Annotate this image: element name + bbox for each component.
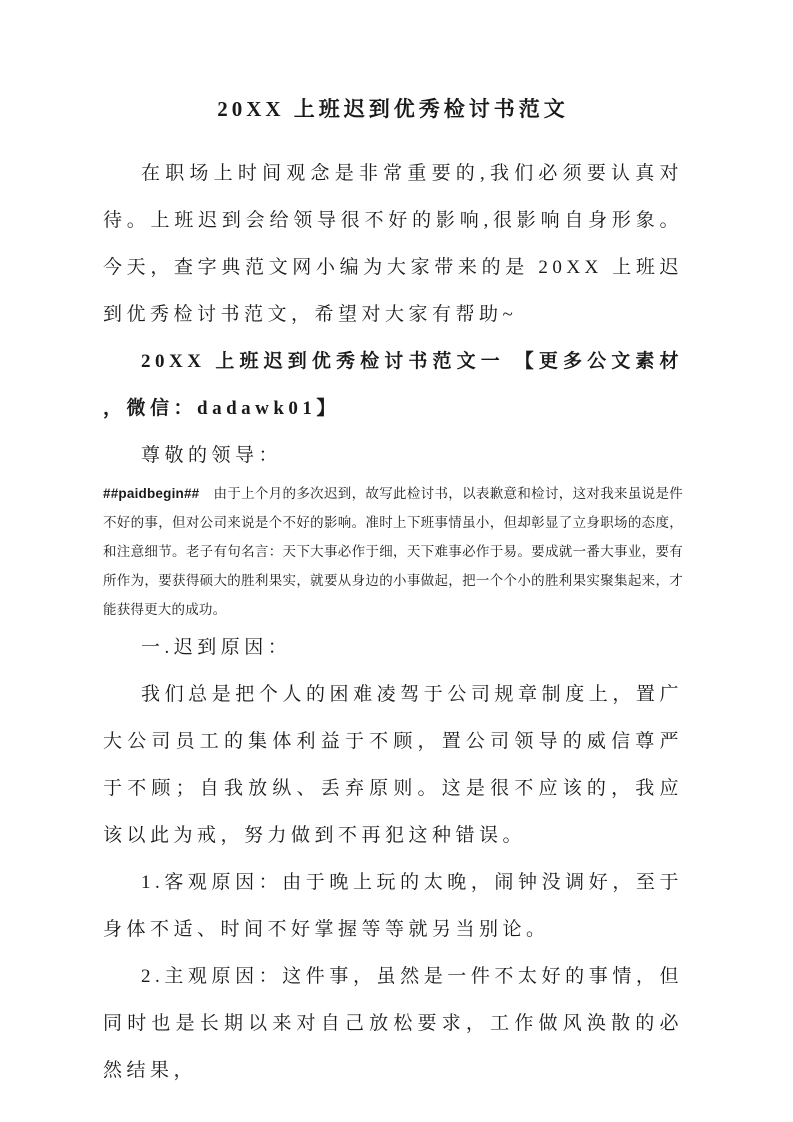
intro-paragraph: 在职场上时间观念是非常重要的,我们必须要认真对待。上班迟到会给领导很不好的影响,很影响自身形象。今天，查字典范文网小编为大家带来的是 20XX 上班迟到优秀检讨书范文，希望对大家有帮助~	[103, 163, 683, 325]
subtitle-text: 20XX 上班迟到优秀检讨书范文一	[141, 351, 505, 372]
document-title: 20XX 上班迟到优秀检讨书范文	[217, 97, 569, 121]
body-paragraph: 我们总是把个人的困难凌驾于公司规章制度上，置广大公司员工的集体利益于不顾，置公司领导的威信尊严于不顾；自我放纵、丢弃原则。这是很不应该的，我应该以此为戒，努力做到不再犯这种错误。	[103, 684, 683, 846]
subtitle-paragraph	[103, 338, 683, 432]
paid-paragraph-text: 由于上个月的多次迟到，故写此检讨书，以表歉意和检讨，这对我来虽说是件不好的事，但对公司来说是个不好的影响。准时上下班事情虽小，但却彰显了立身职场的态度，和注意细节。老子有句名言：天下大事必作于细，天下难事必作于易。要成就一番大事业，要有所作为，要获得硕大的胜利果实，就要从身边的小事做起，把一个个小的胜利果实聚集起来，才能获得更大的成功。	[103, 486, 683, 617]
section-heading-reasons: 一.迟到原因：	[141, 637, 292, 658]
paid-begin-marker: ##paidbegin##	[103, 486, 200, 501]
body-paragraph-objective-reason: 1.客观原因：由于晚上玩的太晚，闹钟没调好，至于身体不适、时间不好掌握等等就另当别论。	[103, 872, 683, 940]
subtitle-wechat-note: 【更多公文素材 ，微信：dadawk01】	[103, 351, 683, 419]
paid-paragraph	[103, 479, 683, 624]
body-paragraph-subjective-reason: 2.主观原因：这件事，虽然是一件不太好的事情，但同时也是长期以来对自己放松要求，工作做风涣散的必然结果，	[103, 966, 683, 1081]
salutation: 尊敬的领导：	[141, 445, 283, 466]
